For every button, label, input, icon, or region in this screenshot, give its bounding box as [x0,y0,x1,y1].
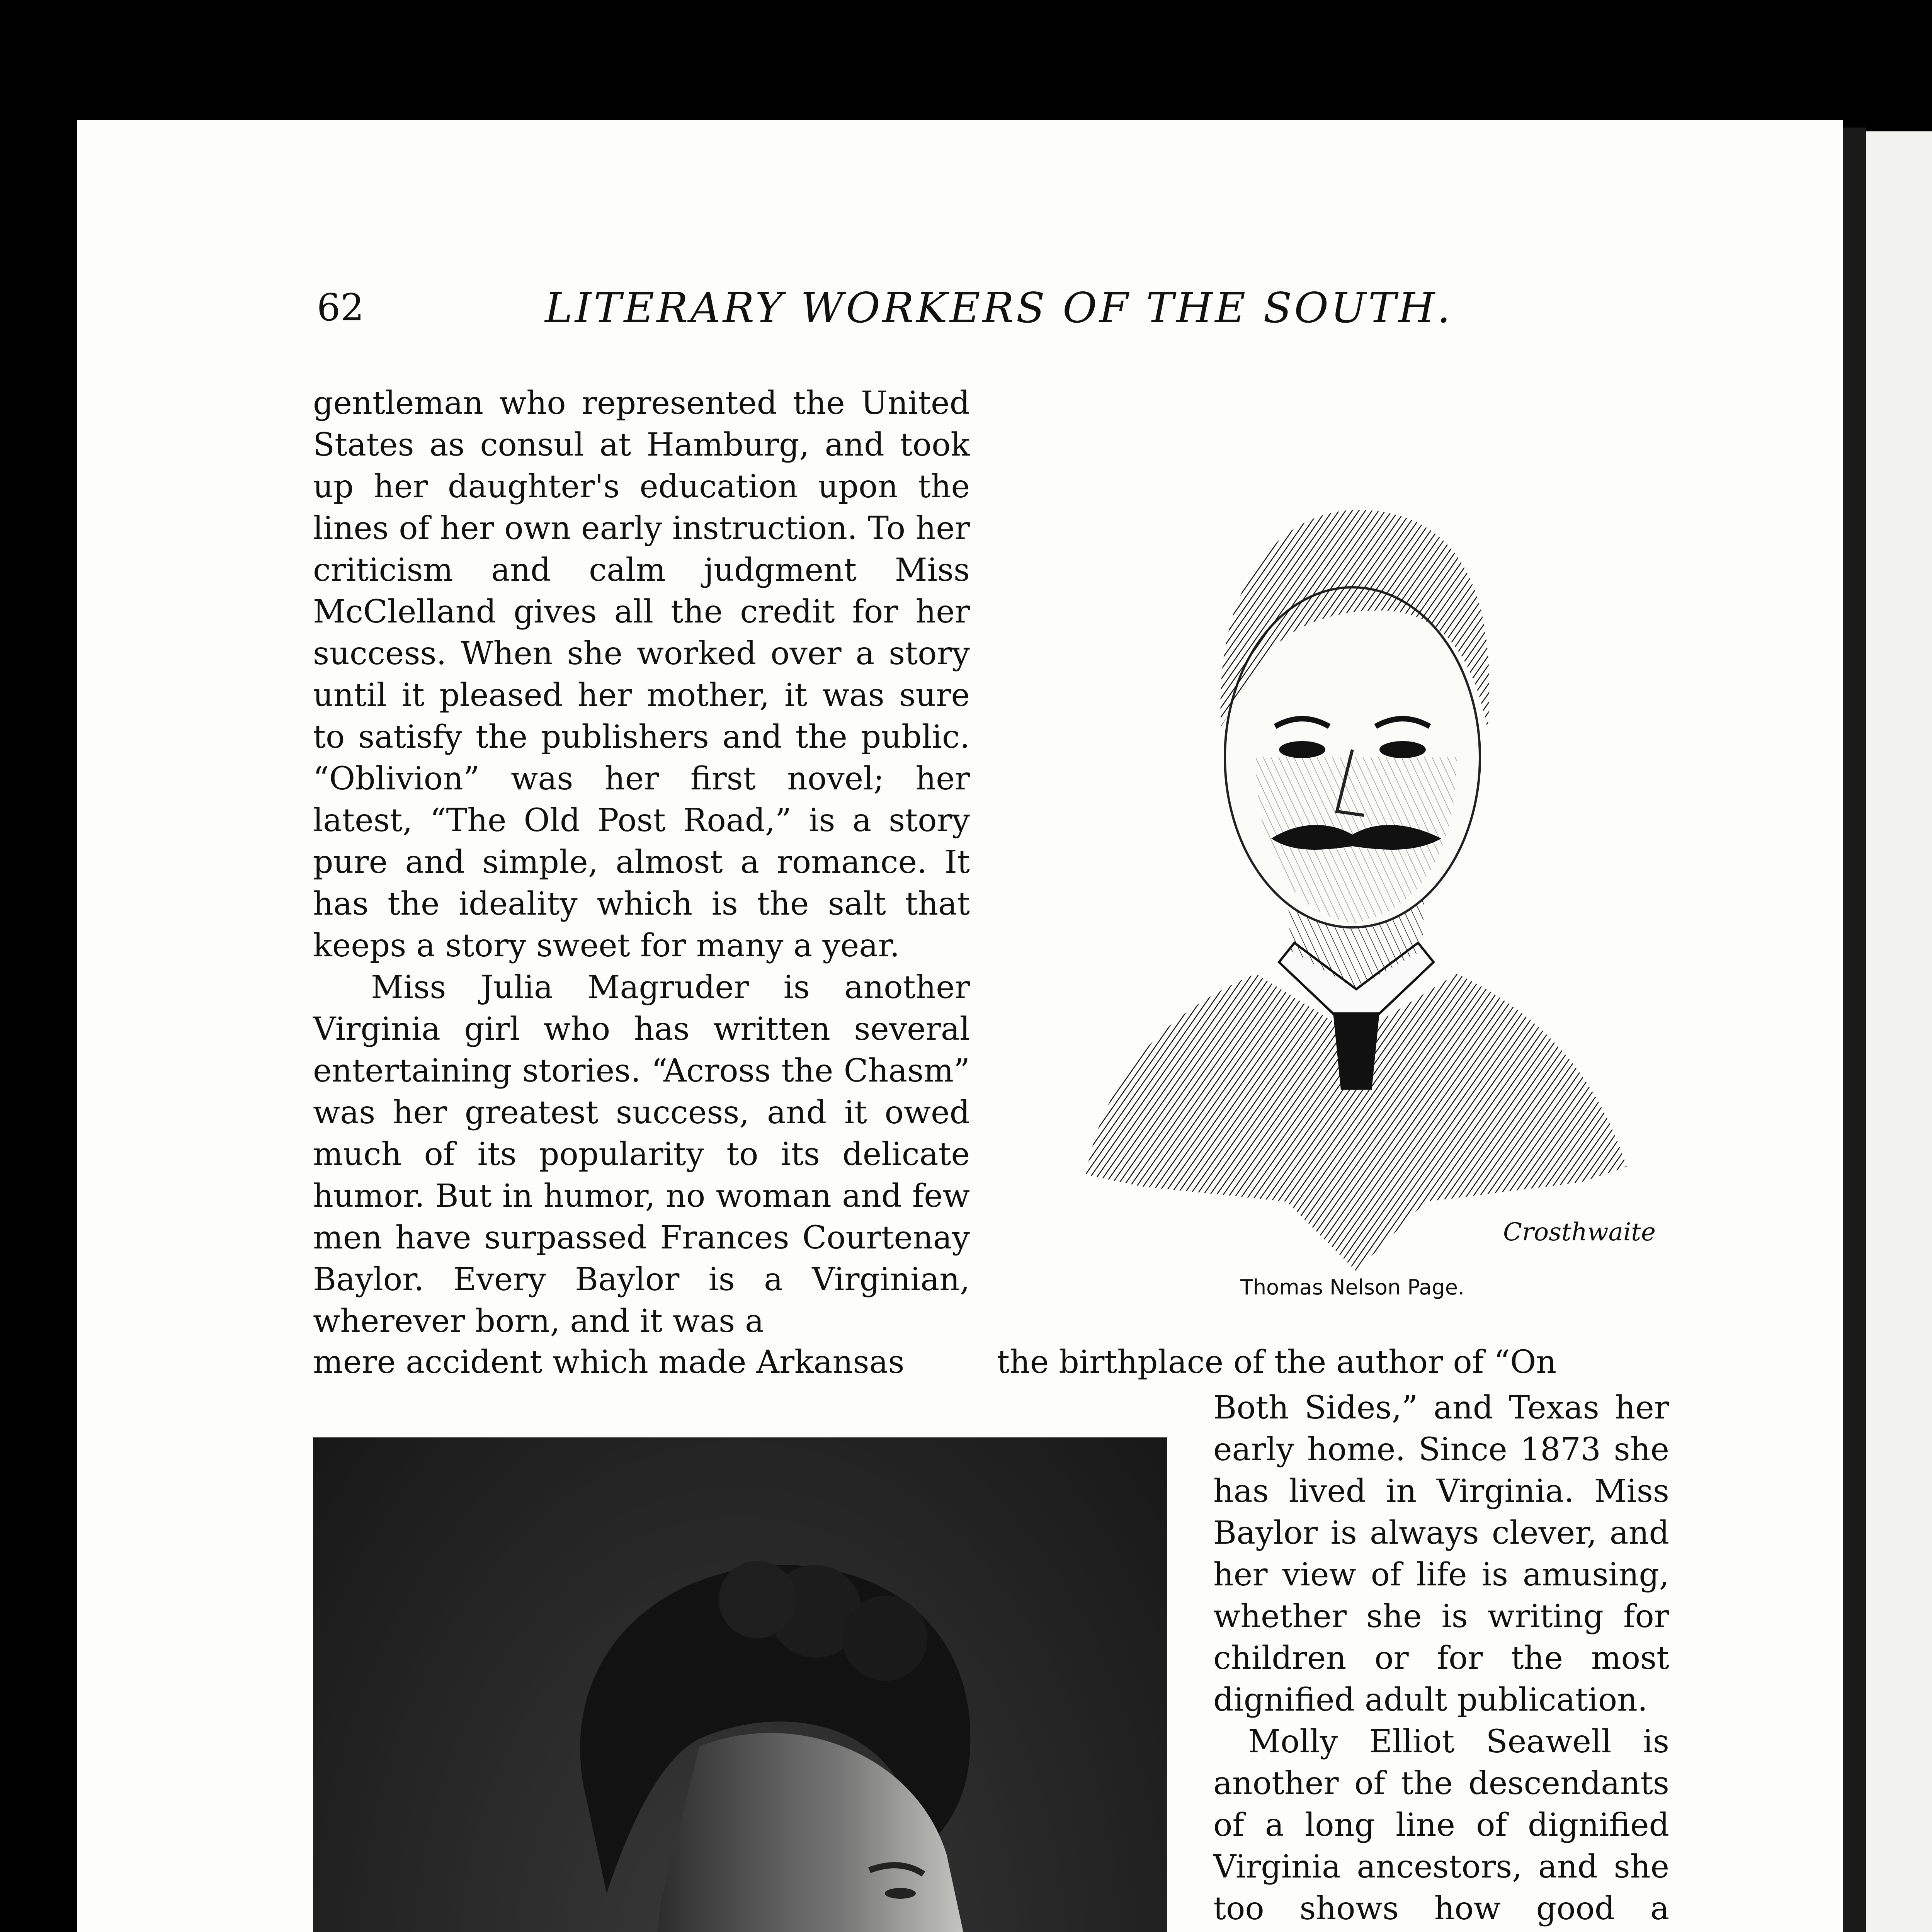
running-title: LITERARY WORKERS OF THE SOUTH. [545,284,1453,332]
paragraph: Miss Julia Magruder is another Virginia girl who has written several entertaining stories. “Across the Chasm” was her greatest success, and it owed much of its popularity to its delicate humor. But in humor, no woman and few men have surpassed Frances Courtenay Baylor. Every Baylor is a Virginian, wherever born, and it was a [313,969,970,1340]
book-spine [1843,128,1866,1932]
portrait-thomas-nelson-page [1039,410,1665,1271]
engraver-signature: Crosthwaite [1503,1218,1656,1247]
paragraph: Both Sides,” and Texas her early home. Since 1873 she has lived in Virginia. Miss Baylor is always clever, and her view of life is amusing, whether she is writing for children or for the most dignified adult publication. [1213,1389,1669,1718]
paragraph: Molly Elliot Seawell is another of the descendants of a long line of dignified Virginia ancestors, and she too shows how good a [1213,1723,1669,1927]
left-column-text [313,383,970,1342]
caption-thomas-nelson-page: Thomas Nelson Page. [1240,1275,1465,1299]
paragraph: gentleman who represented the United States as consul at Hamburg, and took up her daughter's education upon the lines of her own early instruction. To her criticism and calm judgment Miss McClelland gives all the credit for her success. When she worked over a story until it pleased her mother, it was sure to satisfy the publishers and the public. “Oblivion” was her first novel; her latest, “The Old Post Road,” is a story pure and simple, almost a romance. It has the ideality which is the salt that keeps a story sweet for many a year. [313,385,970,964]
spanning-line-left: mere accident which made Arkansas [313,1344,905,1381]
portrait-amelie-rives-chanler [313,1437,1167,1932]
facing-page-edge [1866,131,1932,1932]
page-number: 62 [317,286,364,329]
right-column-text [1213,1387,1669,1932]
spanning-line-right: the birthplace of the author of “On [997,1344,1557,1381]
